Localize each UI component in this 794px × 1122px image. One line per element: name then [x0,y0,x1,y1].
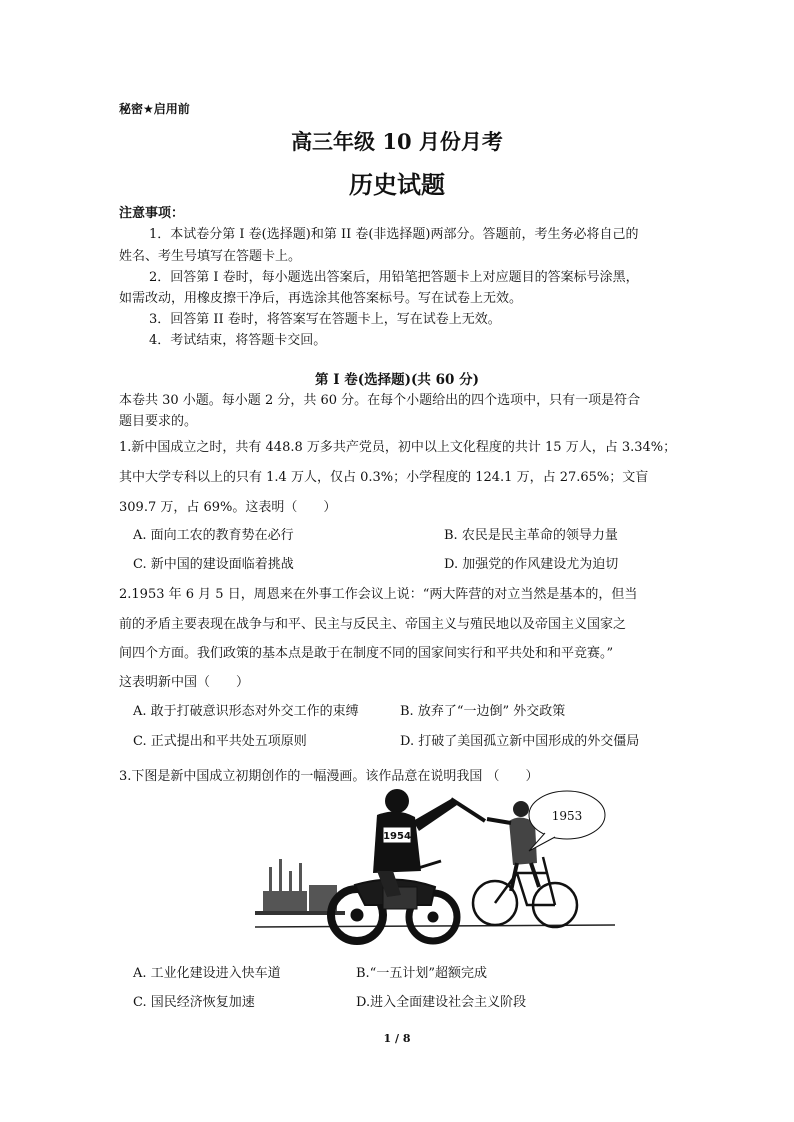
exam-title: 高三年级 10 月份月考 [291,129,503,154]
bubble-year: 1953 [551,809,583,823]
question-3-option-c: C. 国民经济恢复加速 [133,995,255,1010]
section-intro-line: 题目要求的。 [119,414,198,429]
question-1-option-b: B. 农民是民主革命的领导力量 [444,528,618,543]
question-3-stem-line: 3.下图是新中国成立初期创作的一幅漫画。该作品意在说明我国 （ ） [119,769,539,784]
cartoon-image [255,787,615,947]
question-2-stem-line: 前的矛盾主要表现在战争与和平、民主与反民主、帝国主义与殖民地以及帝国主义国家之 [119,617,627,632]
question-2-option-c: C. 正式提出和平共处五项原则 [133,734,307,749]
notice-line: 3．回答第 II 卷时，将答案写在答题卡上，写在试卷上无效。 [149,312,501,327]
question-2-stem-line: 2.1953 年 6 月 5 日，周恩来在外事工作会议上说：“两大阵营的对立当然是基本的，但当 [119,587,638,602]
section-intro-line: 本卷共 30 小题。每小题 2 分，共 60 分。在每个小题给出的四个选项中，只有一项是符合 [119,393,641,408]
speech-bubble [529,791,605,851]
question-1-stem-line: 1.新中国成立之时，共有 448.8 万多共产党员，初中以上文化程度的共计 15 万人，占 3.34%； [119,440,677,455]
notice-heading: 注意事项： [119,206,185,221]
question-2-option-b: B. 放弃了“一边倒” 外交政策 [400,704,566,719]
bicycle [473,857,577,927]
subject-title: 历史试题 [349,170,445,199]
notice-line: 2．回答第 I 卷时，每小题选出答案后，用铅笔把答题卡上对应题目的答案标号涂黑， [149,270,639,285]
question-3-option-b: B.“一五计划”超额完成 [356,966,487,981]
question-3-option-a: A. 工业化建设进入快车道 [133,966,281,981]
question-2-option-d: D. 打破了美国孤立新中国形成的外交僵局 [400,734,640,749]
question-2-stem-line: 这表明新中国（ ） [119,675,250,690]
question-1-stem-line: 309.7 万，占 69%。这表明（ ） [119,500,337,515]
question-1-stem-line: 其中大学专科以上的只有 1.4 万人，仅占 0.3%；小学程度的 124.1 万，占 27.65%；文盲 [119,470,649,485]
notice-line: 如需改动，用橡皮擦干净后，再选涂其他答案标号。写在试卷上无效。 [119,291,523,306]
section-heading: 第 Ⅰ 卷(选择题)(共 60 分) [315,372,479,388]
question-2-option-a: A. 敢于打破意识形态对外交工作的束缚 [133,704,359,719]
question-2-stem-line: 间四个方面。我们政策的基本点是敢于在制度不同的国家间实行和平共处和和平竞赛。” [119,646,614,661]
question-3-option-d: D.进入全面建设社会主义阶段 [356,995,527,1010]
question-1-option-c: C. 新中国的建设面临着挑战 [133,557,294,572]
notice-line: 4．考试结束，将答题卡交回。 [149,333,327,348]
motorcycle [331,861,457,941]
notice-line: 1．本试卷分第 I 卷(选择题)和第 II 卷(非选择题)两部分。答题前，考生务必将自己的 [149,227,639,242]
page-number: 1 / 8 [383,1032,411,1045]
question-1-option-a: A. 面向工农的教育势在必行 [133,528,294,543]
notice-line: 姓名、考生号填写在答题卡上。 [119,249,302,264]
confidential-label: 秘密★启用前 [119,102,190,116]
rider-number: 1954 [383,831,411,842]
question-1-option-d: D. 加强党的作风建设尤为迫切 [444,557,619,572]
baton [451,799,485,821]
